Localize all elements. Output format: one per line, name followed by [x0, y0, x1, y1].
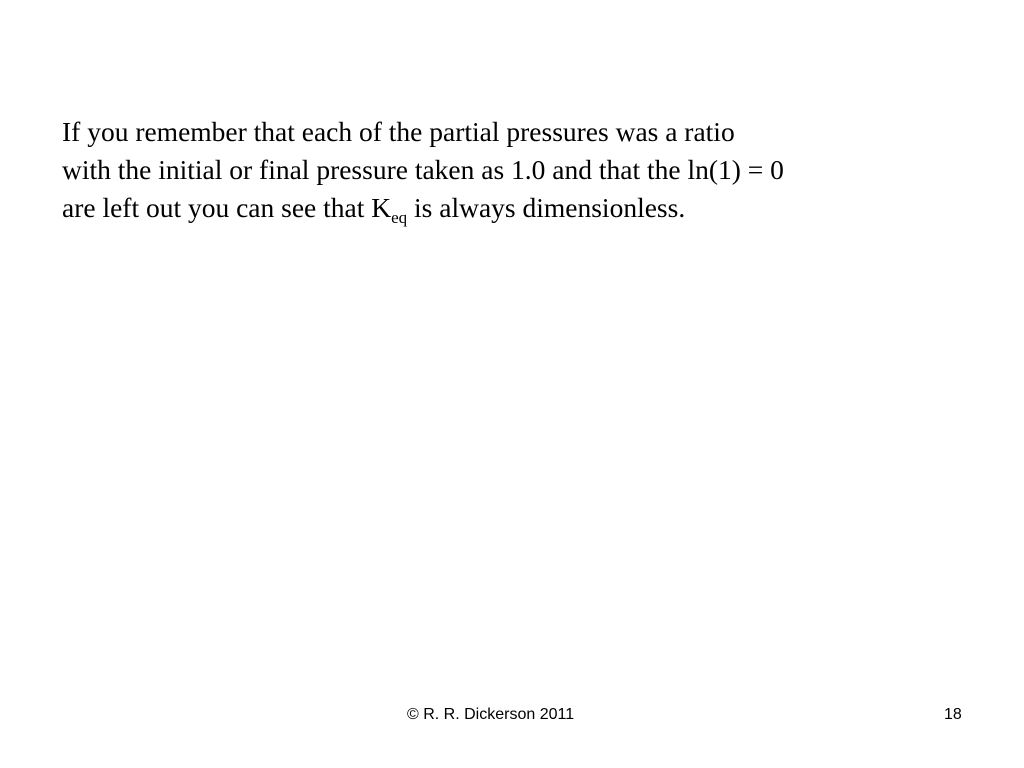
body-line-3-text-before: are left out you can see that K [62, 192, 392, 223]
slide-body-text [62, 113, 982, 227]
body-line-3 [62, 189, 982, 227]
keq-subscript: eq [391, 208, 408, 227]
body-line-2: with the initial or final pressure taken as 1.0 and that the ln(1) = 0 [62, 154, 784, 185]
body-line-1: If you remember that each of the partial pressures was a ratio [62, 116, 735, 147]
slide-page-number: 18 [944, 706, 962, 723]
body-line-3-text-after: is always dimensionless. [407, 192, 686, 223]
footer-copyright: © R. R. Dickerson 2011 [407, 706, 575, 723]
